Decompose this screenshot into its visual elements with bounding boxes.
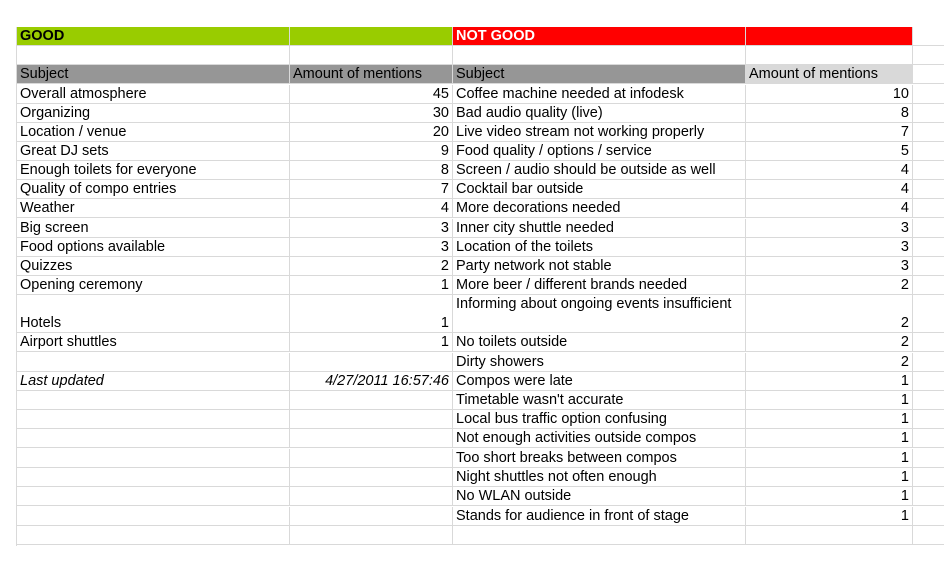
empty-cell[interactable] [290, 449, 453, 468]
empty-cell[interactable] [913, 372, 944, 391]
good-subject-cell[interactable]: Quizzes [17, 257, 290, 276]
empty-cell[interactable] [913, 219, 944, 238]
empty-cell[interactable] [17, 429, 290, 448]
not-good-heading[interactable]: NOT GOOD [453, 27, 746, 46]
good-amount-cell[interactable]: 45 [290, 85, 453, 104]
table-row [17, 142, 944, 161]
not-good-subject-cell[interactable]: No toilets outside [453, 333, 746, 352]
last-updated-label[interactable]: Last updated [17, 372, 290, 391]
empty-cell[interactable] [913, 65, 944, 84]
empty-cell[interactable] [913, 507, 944, 526]
good-subject-cell[interactable]: Weather [17, 199, 290, 218]
not-good-amount-cell[interactable]: 1 [746, 449, 913, 468]
good-subject-cell[interactable]: Hotels [17, 295, 290, 333]
not-good-subject-cell[interactable]: Timetable wasn't accurate [453, 391, 746, 410]
empty-cell[interactable] [290, 353, 453, 372]
empty-cell[interactable] [913, 276, 944, 295]
table-row [17, 85, 944, 104]
empty-cell[interactable] [17, 391, 290, 410]
good-amount-cell[interactable]: 1 [290, 295, 453, 333]
good-subject-cell[interactable]: Opening ceremony [17, 276, 290, 295]
good-amount-cell[interactable]: 1 [290, 276, 453, 295]
empty-cell[interactable] [290, 429, 453, 448]
not-good-subject-cell[interactable]: Too short breaks between compos [453, 449, 746, 468]
not-good-subject-cell[interactable]: Informing about ongoing events insufficient [453, 295, 746, 333]
good-amount-cell[interactable]: 3 [290, 238, 453, 257]
not-good-subject-cell[interactable]: No WLAN outside [453, 487, 746, 506]
not-good-subject-cell[interactable]: Location of the toilets [453, 238, 746, 257]
not-good-amount-cell[interactable]: 2 [746, 276, 913, 295]
empty-cell[interactable] [913, 391, 944, 410]
table-row [17, 507, 944, 526]
not-good-subject-cell[interactable]: Local bus traffic option confusing [453, 410, 746, 429]
empty-cell[interactable] [453, 46, 746, 65]
not-good-amount-cell[interactable]: 3 [746, 257, 913, 276]
good-subject-cell[interactable]: Location / venue [17, 123, 290, 142]
not-good-subject-cell[interactable]: Bad audio quality (live) [453, 104, 746, 123]
table-row [17, 333, 944, 352]
table-row [17, 526, 944, 545]
not-good-subject-cell[interactable]: Night shuttles not often enough [453, 468, 746, 487]
table-row [17, 295, 944, 333]
empty-cell[interactable] [913, 410, 944, 429]
not-good-subject-cell[interactable]: Inner city shuttle needed [453, 219, 746, 238]
not-good-subject-cell[interactable]: Not enough activities outside compos [453, 429, 746, 448]
empty-row [17, 46, 944, 65]
good-amount-cell[interactable]: 3 [290, 219, 453, 238]
not-good-amount-cell[interactable]: 2 [746, 295, 913, 333]
empty-cell[interactable] [17, 449, 290, 468]
not-good-subject-cell[interactable]: Screen / audio should be outside as well [453, 161, 746, 180]
empty-cell[interactable] [913, 353, 944, 372]
good-subject-cell[interactable]: Organizing [17, 104, 290, 123]
good-heading[interactable]: GOOD [17, 27, 290, 46]
table-row [17, 199, 944, 218]
not-good-amount-cell[interactable]: 1 [746, 468, 913, 487]
not-good-amount-cell[interactable]: 1 [746, 429, 913, 448]
not-good-amount-cell[interactable]: 10 [746, 85, 913, 104]
not-good-amount-cell[interactable]: 1 [746, 410, 913, 429]
good-subject-cell[interactable]: Great DJ sets [17, 142, 290, 161]
table-row [17, 429, 944, 448]
empty-cell[interactable] [913, 333, 944, 352]
not-good-subject-cell[interactable]: Live video stream not working properly [453, 123, 746, 142]
empty-cell[interactable] [913, 85, 944, 104]
empty-cell[interactable] [913, 468, 944, 487]
good-amount-cell[interactable]: 7 [290, 180, 453, 199]
empty-cell[interactable] [17, 353, 290, 372]
empty-cell[interactable] [913, 161, 944, 180]
table-row [17, 238, 944, 257]
table-row [17, 410, 944, 429]
empty-cell[interactable] [913, 180, 944, 199]
empty-cell[interactable] [453, 526, 746, 545]
empty-cell[interactable] [913, 104, 944, 123]
good-subject-cell[interactable]: Big screen [17, 219, 290, 238]
good-subject-cell[interactable]: Airport shuttles [17, 333, 290, 352]
empty-cell[interactable] [913, 487, 944, 506]
empty-cell[interactable] [17, 487, 290, 506]
table-row [17, 372, 944, 391]
not-good-amount-cell[interactable]: 1 [746, 391, 913, 410]
empty-cell[interactable] [913, 257, 944, 276]
not-good-amount-cell[interactable]: 2 [746, 353, 913, 372]
empty-cell[interactable] [913, 526, 944, 545]
table-row [17, 353, 944, 372]
not-good-amount-cell[interactable]: 3 [746, 219, 913, 238]
not-good-amount-cell[interactable]: 5 [746, 142, 913, 161]
empty-cell[interactable] [913, 295, 944, 333]
not-good-amount-cell[interactable]: 1 [746, 507, 913, 526]
not-good-heading-fill[interactable] [746, 27, 913, 46]
good-heading-fill[interactable] [290, 27, 453, 46]
empty-cell[interactable] [913, 449, 944, 468]
not-good-amount-cell[interactable]: 1 [746, 372, 913, 391]
empty-cell[interactable] [913, 123, 944, 142]
not-good-amount-cell[interactable]: 8 [746, 104, 913, 123]
table-row [17, 391, 944, 410]
empty-cell[interactable] [746, 46, 913, 65]
empty-cell[interactable] [17, 526, 290, 545]
empty-cell[interactable] [913, 238, 944, 257]
not-good-subject-cell[interactable]: Dirty showers [453, 353, 746, 372]
empty-cell[interactable] [290, 46, 453, 65]
empty-cell[interactable] [913, 199, 944, 218]
not-good-subject-cell[interactable]: More decorations needed [453, 199, 746, 218]
empty-cell[interactable] [913, 46, 944, 65]
good-subject-cell[interactable]: Overall atmosphere [17, 85, 290, 104]
empty-cell[interactable] [17, 410, 290, 429]
table-row [17, 104, 944, 123]
table-row [17, 123, 944, 142]
not-good-subject-cell[interactable]: Stands for audience in front of stage [453, 507, 746, 526]
not-good-subject-header[interactable]: Subject [453, 65, 746, 84]
table-row [17, 219, 944, 238]
not-good-subject-cell[interactable]: Compos were late [453, 372, 746, 391]
table-row [17, 468, 944, 487]
good-amount-cell[interactable]: 4 [290, 199, 453, 218]
empty-cell[interactable] [290, 507, 453, 526]
not-good-subject-cell[interactable]: Party network not stable [453, 257, 746, 276]
good-amount-header[interactable]: Amount of mentions [290, 65, 453, 84]
good-subject-cell[interactable]: Food options available [17, 238, 290, 257]
good-amount-cell[interactable]: 2 [290, 257, 453, 276]
table-row [17, 487, 944, 506]
column-header-row [17, 65, 944, 84]
not-good-amount-cell[interactable]: 4 [746, 180, 913, 199]
table-row [17, 276, 944, 295]
not-good-subject-cell[interactable]: Coffee machine needed at infodesk [453, 85, 746, 104]
not-good-amount-header[interactable]: Amount of mentions [746, 65, 913, 84]
table-row [17, 449, 944, 468]
empty-cell[interactable] [913, 27, 944, 46]
empty-cell[interactable] [17, 507, 290, 526]
empty-cell[interactable] [913, 429, 944, 448]
table-row [17, 161, 944, 180]
not-good-subject-cell[interactable]: Cocktail bar outside [453, 180, 746, 199]
good-subject-header[interactable]: Subject [17, 65, 290, 84]
empty-cell[interactable] [290, 391, 453, 410]
good-amount-cell[interactable]: 8 [290, 161, 453, 180]
empty-cell[interactable] [290, 410, 453, 429]
not-good-amount-cell[interactable]: 4 [746, 161, 913, 180]
not-good-amount-cell[interactable]: 7 [746, 123, 913, 142]
empty-cell[interactable] [17, 468, 290, 487]
good-amount-cell[interactable]: 20 [290, 123, 453, 142]
empty-cell[interactable] [746, 526, 913, 545]
heading-row [17, 27, 944, 46]
empty-cell[interactable] [17, 46, 290, 65]
last-updated-value[interactable]: 4/27/2011 16:57:46 [290, 372, 453, 391]
table-row [17, 257, 944, 276]
not-good-amount-cell[interactable]: 3 [746, 238, 913, 257]
not-good-subject-cell[interactable]: More beer / different brands needed [453, 276, 746, 295]
not-good-amount-cell[interactable]: 2 [746, 333, 913, 352]
good-amount-cell[interactable]: 1 [290, 333, 453, 352]
table-row [17, 180, 944, 199]
not-good-subject-cell[interactable]: Food quality / options / service [453, 142, 746, 161]
good-subject-cell[interactable]: Enough toilets for everyone [17, 161, 290, 180]
empty-cell[interactable] [290, 468, 453, 487]
good-amount-cell[interactable]: 9 [290, 142, 453, 161]
empty-cell[interactable] [290, 526, 453, 545]
good-amount-cell[interactable]: 30 [290, 104, 453, 123]
empty-cell[interactable] [913, 142, 944, 161]
empty-cell[interactable] [290, 487, 453, 506]
good-subject-cell[interactable]: Quality of compo entries [17, 180, 290, 199]
not-good-amount-cell[interactable]: 1 [746, 487, 913, 506]
not-good-amount-cell[interactable]: 4 [746, 199, 913, 218]
